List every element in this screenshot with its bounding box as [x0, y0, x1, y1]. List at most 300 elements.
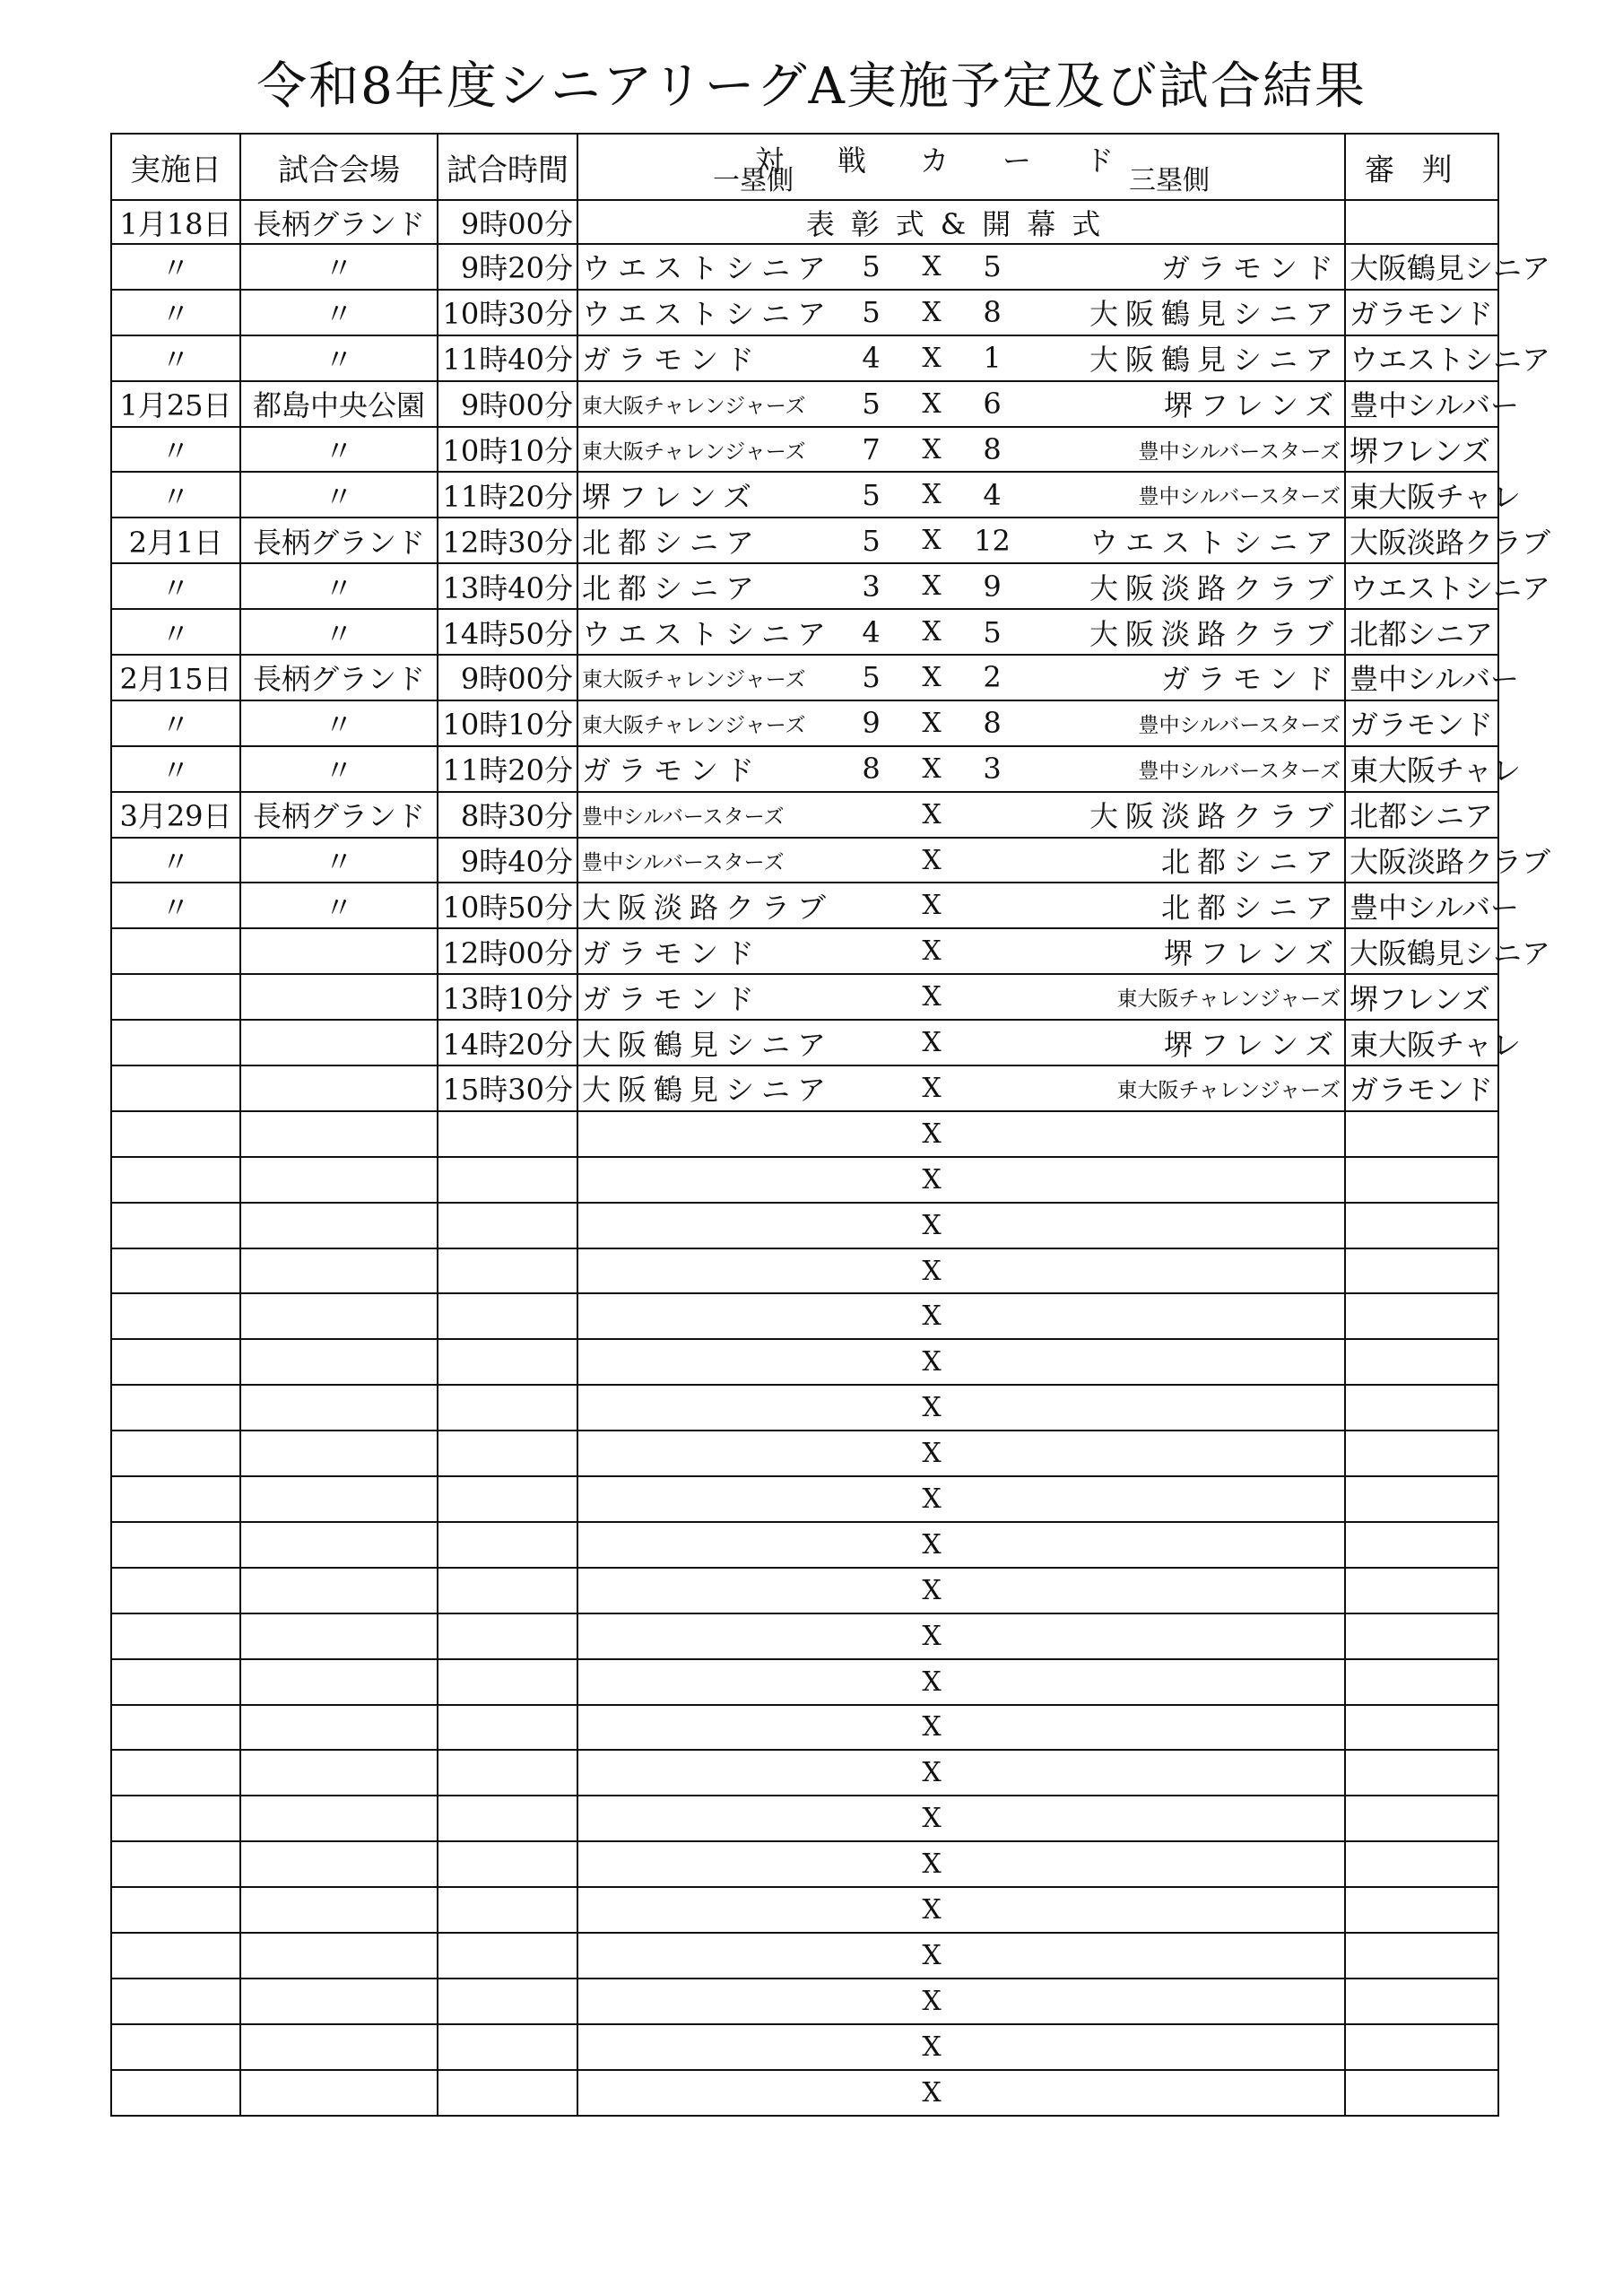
row-card — [577, 244, 1345, 290]
row-umpire: 豊中シルバー — [1345, 883, 1498, 928]
row-card — [577, 1750, 1345, 1796]
row-umpire: ガラモンド — [1345, 700, 1498, 746]
row-venue: 〃 — [240, 563, 438, 609]
team-first-base: ウエストシニア — [582, 297, 834, 332]
row-time: 14時50分 — [438, 609, 577, 655]
versus-mark: X — [922, 1300, 942, 1333]
table-row — [111, 1385, 1498, 1431]
row-time — [438, 1979, 577, 2024]
row-time — [438, 1339, 577, 1385]
row-time: 12時30分 — [438, 517, 577, 563]
score-first-base: 5 — [862, 477, 881, 512]
row-umpire: 東大阪チャレ — [1345, 1020, 1498, 1065]
row-venue — [240, 1659, 438, 1705]
table-row — [111, 1476, 1498, 1522]
row-time — [438, 1841, 577, 1887]
row-card — [577, 1659, 1345, 1705]
row-umpire — [1345, 1613, 1498, 1659]
row-time: 12時00分 — [438, 928, 577, 974]
row-venue — [240, 1020, 438, 1065]
row-card — [577, 792, 1345, 838]
row-venue — [240, 2024, 438, 2070]
score-third-base: 8 — [983, 432, 1002, 466]
header-card — [577, 134, 1345, 200]
table-row — [111, 792, 1498, 838]
team-third-base: 堺フレンズ — [1164, 1027, 1341, 1062]
row-time — [438, 1111, 577, 1157]
score-third-base: 2 — [983, 660, 1002, 695]
team-third-base: 東大阪チャレンジャーズ — [1116, 987, 1341, 1012]
score-third-base: 5 — [983, 249, 1002, 284]
row-umpire: 堺フレンズ — [1345, 974, 1498, 1020]
versus-mark: X — [922, 296, 942, 328]
row-time: 11時20分 — [438, 746, 577, 792]
versus-mark: X — [922, 1528, 942, 1561]
row-umpire: 北都シニア — [1345, 792, 1498, 838]
row-umpire — [1345, 2070, 1498, 2116]
row-time: 10時50分 — [438, 883, 577, 928]
row-venue: 〃 — [240, 244, 438, 290]
team-third-base: 大阪鶴見シニア — [1089, 297, 1341, 332]
row-card — [577, 838, 1345, 883]
row-time: 9時00分 — [438, 655, 577, 700]
row-date — [111, 1979, 240, 2024]
row-card — [577, 1431, 1345, 1476]
score-first-base: 5 — [862, 249, 881, 284]
ceremony-time: 9時00分 — [438, 200, 577, 244]
ceremony-row — [111, 200, 1498, 244]
table-row — [111, 2070, 1498, 2116]
row-time — [438, 1568, 577, 1613]
ceremony-date: 1月18日 — [111, 200, 240, 244]
table-row — [111, 563, 1498, 609]
team-first-base: 東大阪チャレンジャーズ — [582, 667, 806, 691]
versus-mark: X — [922, 525, 942, 557]
row-date: 2月1日 — [111, 517, 240, 563]
versus-mark: X — [922, 844, 942, 876]
table-row — [111, 1111, 1498, 1157]
row-card — [577, 1020, 1345, 1065]
score-first-base: 8 — [862, 752, 881, 787]
row-time — [438, 1796, 577, 1841]
ceremony-venue: 長柄グランド — [240, 200, 438, 244]
team-third-base: 北都シニア — [1160, 845, 1341, 880]
table-row — [111, 1522, 1498, 1568]
table-row — [111, 609, 1498, 655]
versus-mark: X — [922, 387, 942, 420]
row-time — [438, 1476, 577, 1522]
score-first-base: 5 — [862, 387, 881, 422]
versus-mark: X — [922, 342, 942, 374]
header-umpire: 審判 — [1345, 134, 1498, 200]
versus-mark: X — [922, 1803, 942, 1835]
versus-mark: X — [922, 981, 942, 1013]
row-umpire: ウエストシニア — [1345, 563, 1498, 609]
row-card — [577, 1476, 1345, 1522]
row-card — [577, 472, 1345, 517]
score-first-base: 5 — [862, 523, 881, 558]
row-date: 〃 — [111, 472, 240, 517]
team-third-base: 堺フレンズ — [1164, 935, 1341, 970]
row-time — [438, 1750, 577, 1796]
table-row — [111, 655, 1498, 700]
row-date: 〃 — [111, 290, 240, 335]
row-card — [577, 1111, 1345, 1157]
row-date — [111, 1659, 240, 1705]
row-date — [111, 1887, 240, 1933]
row-umpire — [1345, 1385, 1498, 1431]
row-card — [577, 974, 1345, 1020]
table-row — [111, 1065, 1498, 1111]
row-card — [577, 1293, 1345, 1339]
table-header-row — [111, 134, 1498, 200]
row-time: 8時30分 — [438, 792, 577, 838]
row-venue: 都島中央公園 — [240, 381, 438, 427]
row-date: 2月15日 — [111, 655, 240, 700]
header-venue: 試合会場 — [240, 134, 438, 200]
row-date — [111, 1613, 240, 1659]
header-time: 試合時間 — [438, 134, 577, 200]
row-card — [577, 700, 1345, 746]
row-time — [438, 1705, 577, 1751]
versus-mark: X — [922, 1620, 942, 1652]
header-date: 実施日 — [111, 134, 240, 200]
versus-mark: X — [922, 890, 942, 922]
row-date: 〃 — [111, 335, 240, 381]
row-venue: 〃 — [240, 746, 438, 792]
team-first-base: ウエストシニア — [582, 616, 834, 651]
row-date: 〃 — [111, 700, 240, 746]
versus-mark: X — [922, 1939, 942, 1971]
table-row — [111, 472, 1498, 517]
versus-mark: X — [922, 1027, 942, 1059]
row-venue — [240, 1568, 438, 1613]
team-first-base: 東大阪チャレンジャーズ — [582, 713, 806, 737]
row-card — [577, 1841, 1345, 1887]
row-time — [438, 1293, 577, 1339]
row-venue — [240, 1111, 438, 1157]
team-first-base: 大阪淡路クラブ — [582, 890, 834, 925]
versus-mark: X — [922, 1255, 942, 1287]
row-card — [577, 1065, 1345, 1111]
team-first-base: ガラモンド — [582, 753, 762, 788]
row-time: 11時40分 — [438, 335, 577, 381]
row-umpire — [1345, 1476, 1498, 1522]
team-third-base: 大阪鶴見シニア — [1089, 343, 1341, 378]
versus-mark: X — [922, 570, 942, 603]
row-umpire: 大阪淡路クラブ — [1345, 838, 1498, 883]
score-third-base: 3 — [983, 752, 1002, 787]
row-card — [577, 1933, 1345, 1979]
row-date — [111, 974, 240, 1020]
table-row — [111, 1203, 1498, 1248]
row-card — [577, 1203, 1345, 1248]
row-date: 〃 — [111, 883, 240, 928]
row-card — [577, 655, 1345, 700]
versus-mark: X — [922, 1346, 942, 1378]
team-third-base: ウエストシニア — [1089, 525, 1341, 560]
row-umpire — [1345, 1659, 1498, 1705]
team-third-base: 大阪淡路クラブ — [1089, 799, 1341, 834]
row-date — [111, 1705, 240, 1751]
schedule-body — [111, 200, 1551, 2116]
row-card — [577, 609, 1345, 655]
score-first-base: 5 — [862, 660, 881, 695]
page-title: 令和8年度シニアリーグA実施予定及び試合結果 — [256, 57, 1367, 116]
score-first-base: 7 — [862, 432, 881, 466]
row-time — [438, 1933, 577, 1979]
row-venue — [240, 1065, 438, 1111]
row-umpire: 堺フレンズ — [1345, 427, 1498, 473]
row-umpire — [1345, 1796, 1498, 1841]
versus-mark: X — [922, 2076, 942, 2109]
team-first-base: ガラモンド — [582, 935, 762, 970]
versus-mark: X — [922, 935, 942, 968]
team-first-base: 大阪鶴見シニア — [582, 1073, 834, 1108]
row-date — [111, 1841, 240, 1887]
score-third-base: 8 — [983, 706, 1002, 741]
versus-mark: X — [922, 1757, 942, 1789]
row-date — [111, 928, 240, 974]
row-date: 〃 — [111, 244, 240, 290]
row-card — [577, 563, 1345, 609]
table-row — [111, 974, 1498, 1020]
table-row — [111, 1568, 1498, 1613]
row-date: 〃 — [111, 838, 240, 883]
team-third-base: ガラモンド — [1160, 251, 1341, 286]
row-card — [577, 1887, 1345, 1933]
row-time: 11時20分 — [438, 472, 577, 517]
row-card — [577, 381, 1345, 427]
team-third-base: ガラモンド — [1160, 662, 1341, 697]
versus-mark: X — [922, 661, 942, 693]
versus-mark: X — [922, 1209, 942, 1241]
row-date — [111, 2024, 240, 2070]
row-card — [577, 290, 1345, 335]
row-umpire — [1345, 1568, 1498, 1613]
row-date — [111, 1248, 240, 1294]
team-third-base: 豊中シルバースターズ — [1138, 485, 1341, 509]
row-venue — [240, 1157, 438, 1203]
team-first-base: 大阪鶴見シニア — [582, 1027, 834, 1062]
team-third-base: 豊中シルバースターズ — [1138, 439, 1341, 464]
row-venue — [240, 1203, 438, 1248]
row-venue — [240, 1293, 438, 1339]
row-umpire: ガラモンド — [1345, 290, 1498, 335]
versus-mark: X — [922, 616, 942, 648]
row-venue: 〃 — [240, 335, 438, 381]
row-card — [577, 1248, 1345, 1294]
row-card — [577, 1339, 1345, 1385]
table-row — [111, 244, 1498, 290]
row-card — [577, 427, 1345, 473]
row-time — [438, 2024, 577, 2070]
row-venue: 〃 — [240, 609, 438, 655]
row-date: 〃 — [111, 609, 240, 655]
row-date: 〃 — [111, 427, 240, 473]
team-third-base: 豊中シルバースターズ — [1138, 759, 1341, 783]
row-date — [111, 1431, 240, 1476]
table-row — [111, 928, 1498, 974]
row-venue — [240, 1248, 438, 1294]
table-row — [111, 1020, 1498, 1065]
score-third-base: 12 — [974, 523, 1011, 558]
row-umpire: 大阪鶴見シニア — [1345, 928, 1498, 974]
table-row — [111, 746, 1498, 792]
table-row — [111, 1431, 1498, 1476]
team-third-base: 大阪淡路クラブ — [1089, 616, 1341, 651]
row-umpire: 豊中シルバー — [1345, 655, 1498, 700]
table-row — [111, 1750, 1498, 1796]
row-time: 10時10分 — [438, 427, 577, 473]
row-umpire: ウエストシニア — [1345, 335, 1498, 381]
row-umpire: 大阪鶴見シニア — [1345, 244, 1498, 290]
row-venue — [240, 1705, 438, 1751]
row-umpire — [1345, 1293, 1498, 1339]
team-third-base: 豊中シルバースターズ — [1138, 713, 1341, 737]
row-venue — [240, 1796, 438, 1841]
versus-mark: X — [922, 798, 942, 831]
row-umpire — [1345, 1933, 1498, 1979]
row-umpire — [1345, 2024, 1498, 2070]
team-first-base: 豊中シルバースターズ — [582, 850, 785, 874]
score-third-base: 4 — [983, 477, 1002, 512]
team-first-base: ガラモンド — [582, 981, 762, 1016]
row-umpire — [1345, 1705, 1498, 1751]
versus-mark: X — [922, 1438, 942, 1470]
row-time: 14時20分 — [438, 1020, 577, 1065]
table-row — [111, 1933, 1498, 1979]
table-row — [111, 1339, 1498, 1385]
row-card — [577, 1796, 1345, 1841]
table-row — [111, 517, 1498, 563]
row-date — [111, 2070, 240, 2116]
row-umpire — [1345, 1339, 1498, 1385]
row-umpire — [1345, 1887, 1498, 1933]
table-row — [111, 1613, 1498, 1659]
row-date: 1月25日 — [111, 381, 240, 427]
row-umpire: 豊中シルバー — [1345, 381, 1498, 427]
table-row — [111, 2024, 1498, 2070]
versus-mark: X — [922, 1985, 942, 2017]
row-umpire — [1345, 1750, 1498, 1796]
row-venue — [240, 1933, 438, 1979]
row-venue — [240, 1385, 438, 1431]
row-venue: 〃 — [240, 290, 438, 335]
versus-mark: X — [922, 1894, 942, 1926]
team-first-base: ウエストシニア — [582, 251, 834, 286]
row-date — [111, 1293, 240, 1339]
team-first-base: 北都シニア — [582, 570, 762, 605]
row-card — [577, 1979, 1345, 2024]
row-umpire: ガラモンド — [1345, 1065, 1498, 1111]
row-umpire: 東大阪チャレ — [1345, 472, 1498, 517]
table-row — [111, 1841, 1498, 1887]
row-umpire — [1345, 1111, 1498, 1157]
row-date — [111, 1568, 240, 1613]
row-card — [577, 1705, 1345, 1751]
header-side1: 一塁側 — [713, 165, 794, 196]
versus-mark: X — [922, 752, 942, 785]
row-date — [111, 1385, 240, 1431]
row-time: 15時30分 — [438, 1065, 577, 1111]
schedule-table — [110, 133, 1551, 2117]
row-date — [111, 1522, 240, 1568]
versus-mark: X — [922, 1072, 942, 1104]
versus-mark: X — [922, 1665, 942, 1698]
row-card — [577, 1613, 1345, 1659]
row-umpire — [1345, 1203, 1498, 1248]
row-umpire — [1345, 1431, 1498, 1476]
row-venue: 長柄グランド — [240, 517, 438, 563]
row-umpire: 大阪淡路クラブ — [1345, 517, 1498, 563]
team-first-base: 東大阪チャレンジャーズ — [582, 394, 806, 418]
row-date — [111, 1750, 240, 1796]
row-date — [111, 1020, 240, 1065]
row-card — [577, 2070, 1345, 2116]
row-date: 3月29日 — [111, 792, 240, 838]
table-row — [111, 1705, 1498, 1751]
row-venue: 長柄グランド — [240, 655, 438, 700]
ceremony-text: 表彰式&開幕式 — [577, 200, 1345, 244]
row-time: 9時40分 — [438, 838, 577, 883]
versus-mark: X — [922, 1118, 942, 1150]
row-date — [111, 1203, 240, 1248]
row-time — [438, 1522, 577, 1568]
row-venue — [240, 1339, 438, 1385]
row-venue — [240, 1522, 438, 1568]
score-first-base: 4 — [862, 614, 881, 649]
row-date: 〃 — [111, 746, 240, 792]
row-date — [111, 1476, 240, 1522]
score-first-base: 3 — [862, 569, 881, 604]
row-time: 13時10分 — [438, 974, 577, 1020]
row-venue — [240, 1431, 438, 1476]
row-card — [577, 517, 1345, 563]
score-first-base: 9 — [862, 706, 881, 741]
row-card — [577, 1522, 1345, 1568]
row-date — [111, 1339, 240, 1385]
row-date — [111, 1065, 240, 1111]
table-row — [111, 883, 1498, 928]
score-third-base: 5 — [983, 614, 1002, 649]
versus-mark: X — [922, 1392, 942, 1424]
row-time: 13時40分 — [438, 563, 577, 609]
row-card — [577, 883, 1345, 928]
row-time: 9時00分 — [438, 381, 577, 427]
row-venue — [240, 1841, 438, 1887]
row-umpire — [1345, 1522, 1498, 1568]
row-time — [438, 1659, 577, 1705]
row-venue: 〃 — [240, 838, 438, 883]
row-time — [438, 1203, 577, 1248]
row-date — [111, 1796, 240, 1841]
row-date: 〃 — [111, 563, 240, 609]
table-row — [111, 1979, 1498, 2024]
row-venue — [240, 2070, 438, 2116]
row-time — [438, 2070, 577, 2116]
team-first-base: 豊中シルバースターズ — [582, 804, 785, 829]
team-third-base: 大阪淡路クラブ — [1089, 570, 1341, 605]
row-time: 10時10分 — [438, 700, 577, 746]
row-venue — [240, 1613, 438, 1659]
table-row — [111, 381, 1498, 427]
versus-mark: X — [922, 1848, 942, 1881]
row-card — [577, 1157, 1345, 1203]
team-third-base: 東大阪チャレンジャーズ — [1116, 1078, 1341, 1102]
row-venue — [240, 1750, 438, 1796]
score-third-base: 1 — [983, 341, 1002, 376]
